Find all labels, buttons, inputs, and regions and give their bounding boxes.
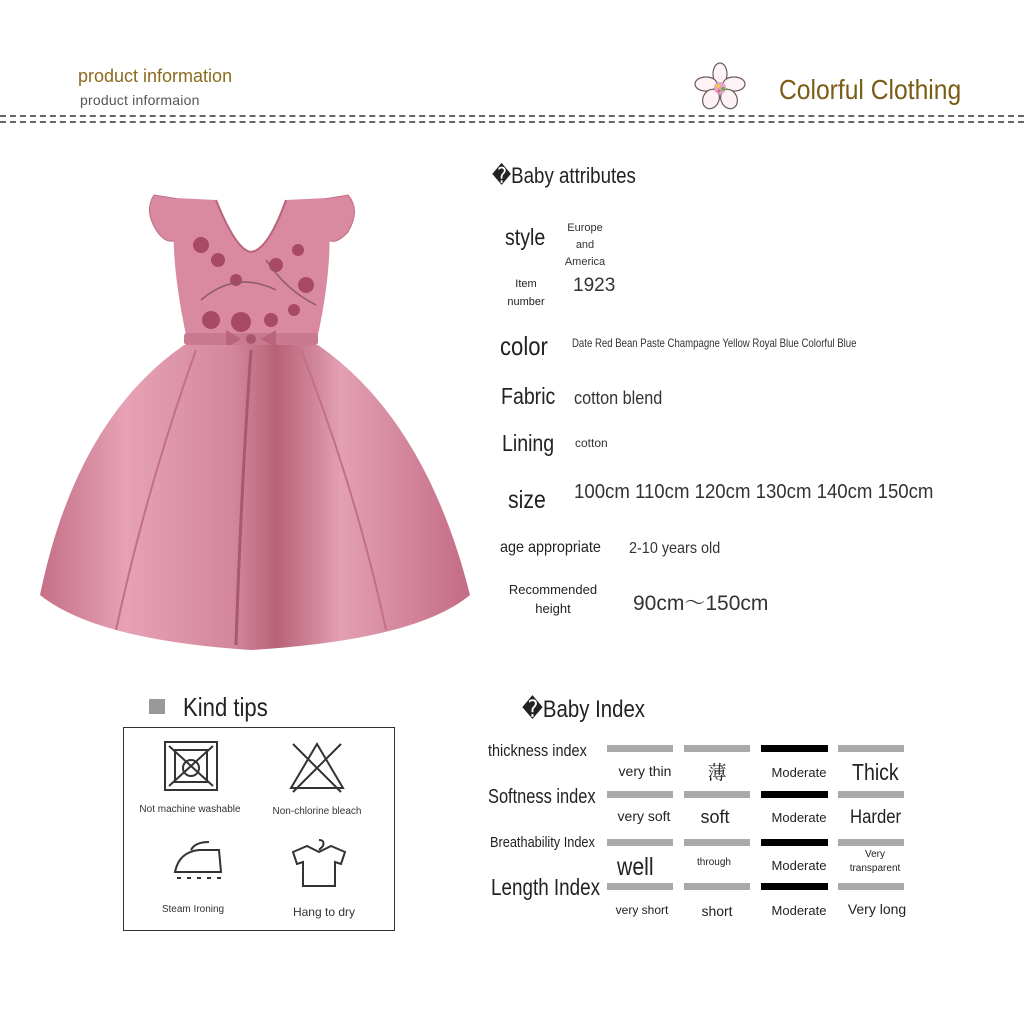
header-subtitle: product informaion bbox=[80, 92, 200, 108]
index-cell: Moderate bbox=[771, 858, 827, 873]
attributes-heading: �Baby attributes bbox=[492, 163, 636, 188]
index-cell: very soft bbox=[617, 808, 671, 824]
tip-label-no-bleach: Non-chlorine bleach bbox=[272, 806, 362, 817]
index-cell: through bbox=[697, 857, 731, 868]
age-value: 2-10 years old bbox=[629, 540, 721, 557]
fabric-value: cotton blend bbox=[574, 388, 663, 408]
index-bar bbox=[684, 883, 750, 890]
brand-name: Colorful Clothing bbox=[779, 74, 962, 105]
color-label: color bbox=[500, 331, 548, 361]
index-bar bbox=[684, 839, 750, 846]
index-cell: Moderate bbox=[771, 810, 827, 825]
index-bar bbox=[684, 791, 750, 798]
index-cell: Harder bbox=[849, 807, 902, 828]
index-label-softness: Softness index bbox=[488, 786, 596, 808]
index-cell: Moderate bbox=[771, 903, 827, 918]
index-cell: well bbox=[617, 853, 655, 881]
style-value: Europe and America bbox=[564, 222, 606, 268]
index-cell: Very transparent bbox=[849, 849, 901, 874]
header-divider bbox=[0, 115, 1024, 123]
tip-label-steam-iron: Steam Ironing bbox=[161, 904, 225, 915]
color-value: Date Red Bean Paste Champagne Yellow Royal Blue Colorful Blue bbox=[572, 336, 857, 350]
size-label: size bbox=[508, 486, 546, 514]
index-cell: very thin bbox=[618, 763, 672, 779]
index-bar bbox=[607, 839, 673, 846]
fabric-label: Fabric bbox=[501, 383, 556, 409]
tip-label-hang-dry: Hang to dry bbox=[292, 905, 356, 919]
steam-iron-icon bbox=[169, 838, 225, 890]
item-number-value: 1923 bbox=[573, 275, 616, 296]
index-bar bbox=[838, 883, 904, 890]
index-cell: Thick bbox=[851, 759, 899, 785]
index-cell: Very long bbox=[847, 901, 907, 917]
recommended-height-label: Recommended height bbox=[508, 582, 598, 616]
index-bar bbox=[607, 745, 673, 752]
index-bar-selected bbox=[761, 791, 828, 798]
index-label-thickness: thickness index bbox=[488, 741, 587, 760]
index-cell: soft bbox=[700, 807, 730, 827]
index-bar-selected bbox=[761, 883, 828, 890]
index-bar bbox=[838, 791, 904, 798]
tips-square-icon bbox=[149, 699, 165, 714]
item-number-label: Item number bbox=[507, 278, 545, 308]
index-bar bbox=[684, 745, 750, 752]
hang-dry-icon bbox=[289, 836, 349, 890]
no-machine-wash-icon bbox=[161, 738, 221, 794]
age-label: age appropriate bbox=[500, 539, 601, 556]
lining-value: cotton bbox=[575, 436, 608, 450]
product-image-dress bbox=[36, 190, 474, 655]
index-bar-selected bbox=[761, 745, 828, 752]
index-bar-selected bbox=[761, 839, 828, 846]
index-heading: �Baby Index bbox=[522, 696, 645, 723]
index-cell: Moderate bbox=[771, 765, 827, 780]
style-label: style bbox=[505, 224, 546, 250]
tip-label-no-machine-wash: Not machine washable bbox=[139, 804, 241, 815]
index-label-breathability: Breathability Index bbox=[490, 834, 595, 851]
index-cell: short bbox=[701, 903, 733, 919]
index-bar bbox=[838, 745, 904, 752]
index-bar bbox=[838, 839, 904, 846]
index-cell: very short bbox=[615, 903, 669, 917]
header-title: product information bbox=[78, 66, 233, 86]
flower-logo-icon bbox=[692, 62, 748, 112]
size-value: 100cm 110cm 120cm 130cm 140cm 150cm bbox=[574, 481, 934, 503]
index-label-length: Length Index bbox=[491, 874, 601, 900]
index-cell: 薄 bbox=[707, 763, 727, 784]
no-bleach-icon bbox=[287, 738, 347, 794]
tips-heading: Kind tips bbox=[183, 692, 268, 722]
recommended-height-value: 90cm～150cm bbox=[633, 592, 769, 615]
lining-label: Lining bbox=[502, 430, 555, 456]
